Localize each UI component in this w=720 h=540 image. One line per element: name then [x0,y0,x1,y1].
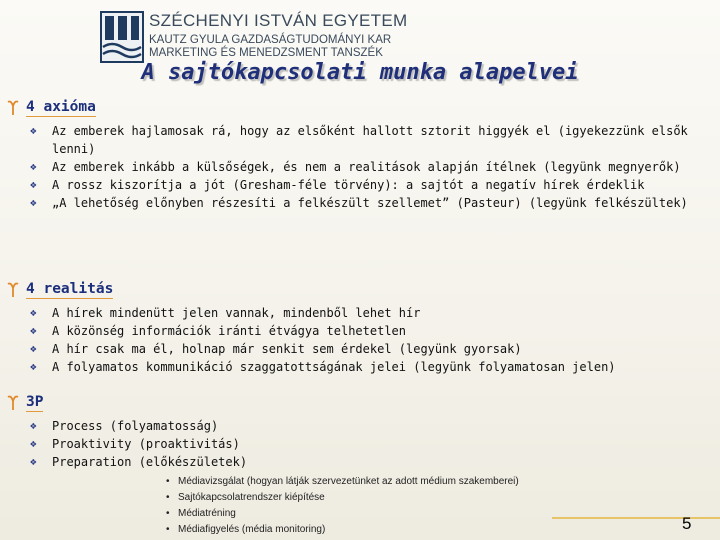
diamond-bullet-icon: ❖ [30,455,37,468]
list-item: ❖ A közönség információk iránti étvágya telhetetlen [30,324,407,338]
sub-list-item: • Médiafigyelés (média monitoring) [165,522,519,538]
list-item: ❖ Az emberek inkább a külsőségek, és nem a realitások alapján ítélnek (legyünk megnyerők) [30,160,681,174]
diamond-bullet-icon: ❖ [30,419,37,432]
list-item: ❖ A rossz kiszorítja a jót (Gresham-féle törvény): a sajtót a negatív hírek érdeklik [30,178,645,192]
realitas-list [30,304,710,376]
list-item: ❖ Az emberek hajlamosak rá, hogy az elsőként hallott sztorit higgyék el (igyekezzünk elsők lenni) [30,124,688,156]
3p-list [30,417,710,471]
diamond-bullet-icon: ❖ [30,324,37,337]
section-heading-label: 4 axióma [26,99,96,115]
footer-divider [552,517,720,519]
diamond-bullet-icon: ❖ [30,437,37,450]
diamond-bullet-icon: ❖ [30,124,37,137]
sub-list-item: • Médiavizsgálat (hogyan látják szervezetünket az adott médium szakemberei) [165,474,519,490]
list-item: ❖ A hír csak ma él, holnap már senkit sem érdekel (legyünk gyorsak) [30,342,522,356]
diamond-bullet-icon: ❖ [30,306,37,319]
diamond-bullet-icon: ❖ [30,178,37,191]
university-name: SZÉCHENYI ISTVÁN EGYETEM [149,11,408,30]
section-marker-icon [6,281,20,299]
list-item: ❖ Preparation (előkészületek) [30,455,248,469]
department-name: MARKETING ÉS MENEDZSMENT TANSZÉK [149,47,383,59]
diamond-bullet-icon: ❖ [30,160,37,173]
page-number: 5 [682,514,692,533]
diamond-bullet-icon: ❖ [30,196,37,209]
section-heading-label: 3P [26,394,44,410]
axioma-list [30,122,710,212]
list-item: ❖ A folyamatos kommunikáció szaggatottságának jelei (legyünk folyamatosan jelen) [30,360,616,374]
diamond-bullet-icon: ❖ [30,360,37,373]
sub-list-item: • Sajtókapcsolatrendszer kiépítése [165,490,519,506]
section-heading-realitas [6,280,113,299]
section-heading-axiomas [6,98,96,117]
sub-list-item: • Médiatréning [165,506,519,522]
section-heading-3p [6,393,43,412]
list-item: ❖ „A lehetőség előnyben részesíti a felkészült szellemet” (Pasteur) (legyünk felkészültek) [30,196,688,210]
diamond-bullet-icon: ❖ [30,342,37,355]
section-heading-label: 4 realitás [26,281,114,297]
list-item: ❖ Proaktivity (proaktivitás) [30,437,240,451]
faculty-name: KAUTZ GYULA GAZDASÁGTUDOMÁNYI KAR [149,34,392,46]
dot-bullet-icon: • [166,492,170,503]
preparation-sublist [165,474,519,538]
institution-block [149,11,407,60]
list-item: ❖ A hírek mindenütt jelen vannak, mindenből lehet hír [30,306,421,320]
dot-bullet-icon: • [166,508,170,519]
section-marker-icon [6,99,20,117]
dot-bullet-icon: • [166,476,170,487]
slide-title: A sajtókapcsolati munka alapelvei [141,60,579,85]
university-logo-icon [100,11,144,63]
dot-bullet-icon: • [166,524,170,535]
section-marker-icon [6,394,20,412]
list-item: ❖ Process (folyamatosság) [30,419,219,433]
